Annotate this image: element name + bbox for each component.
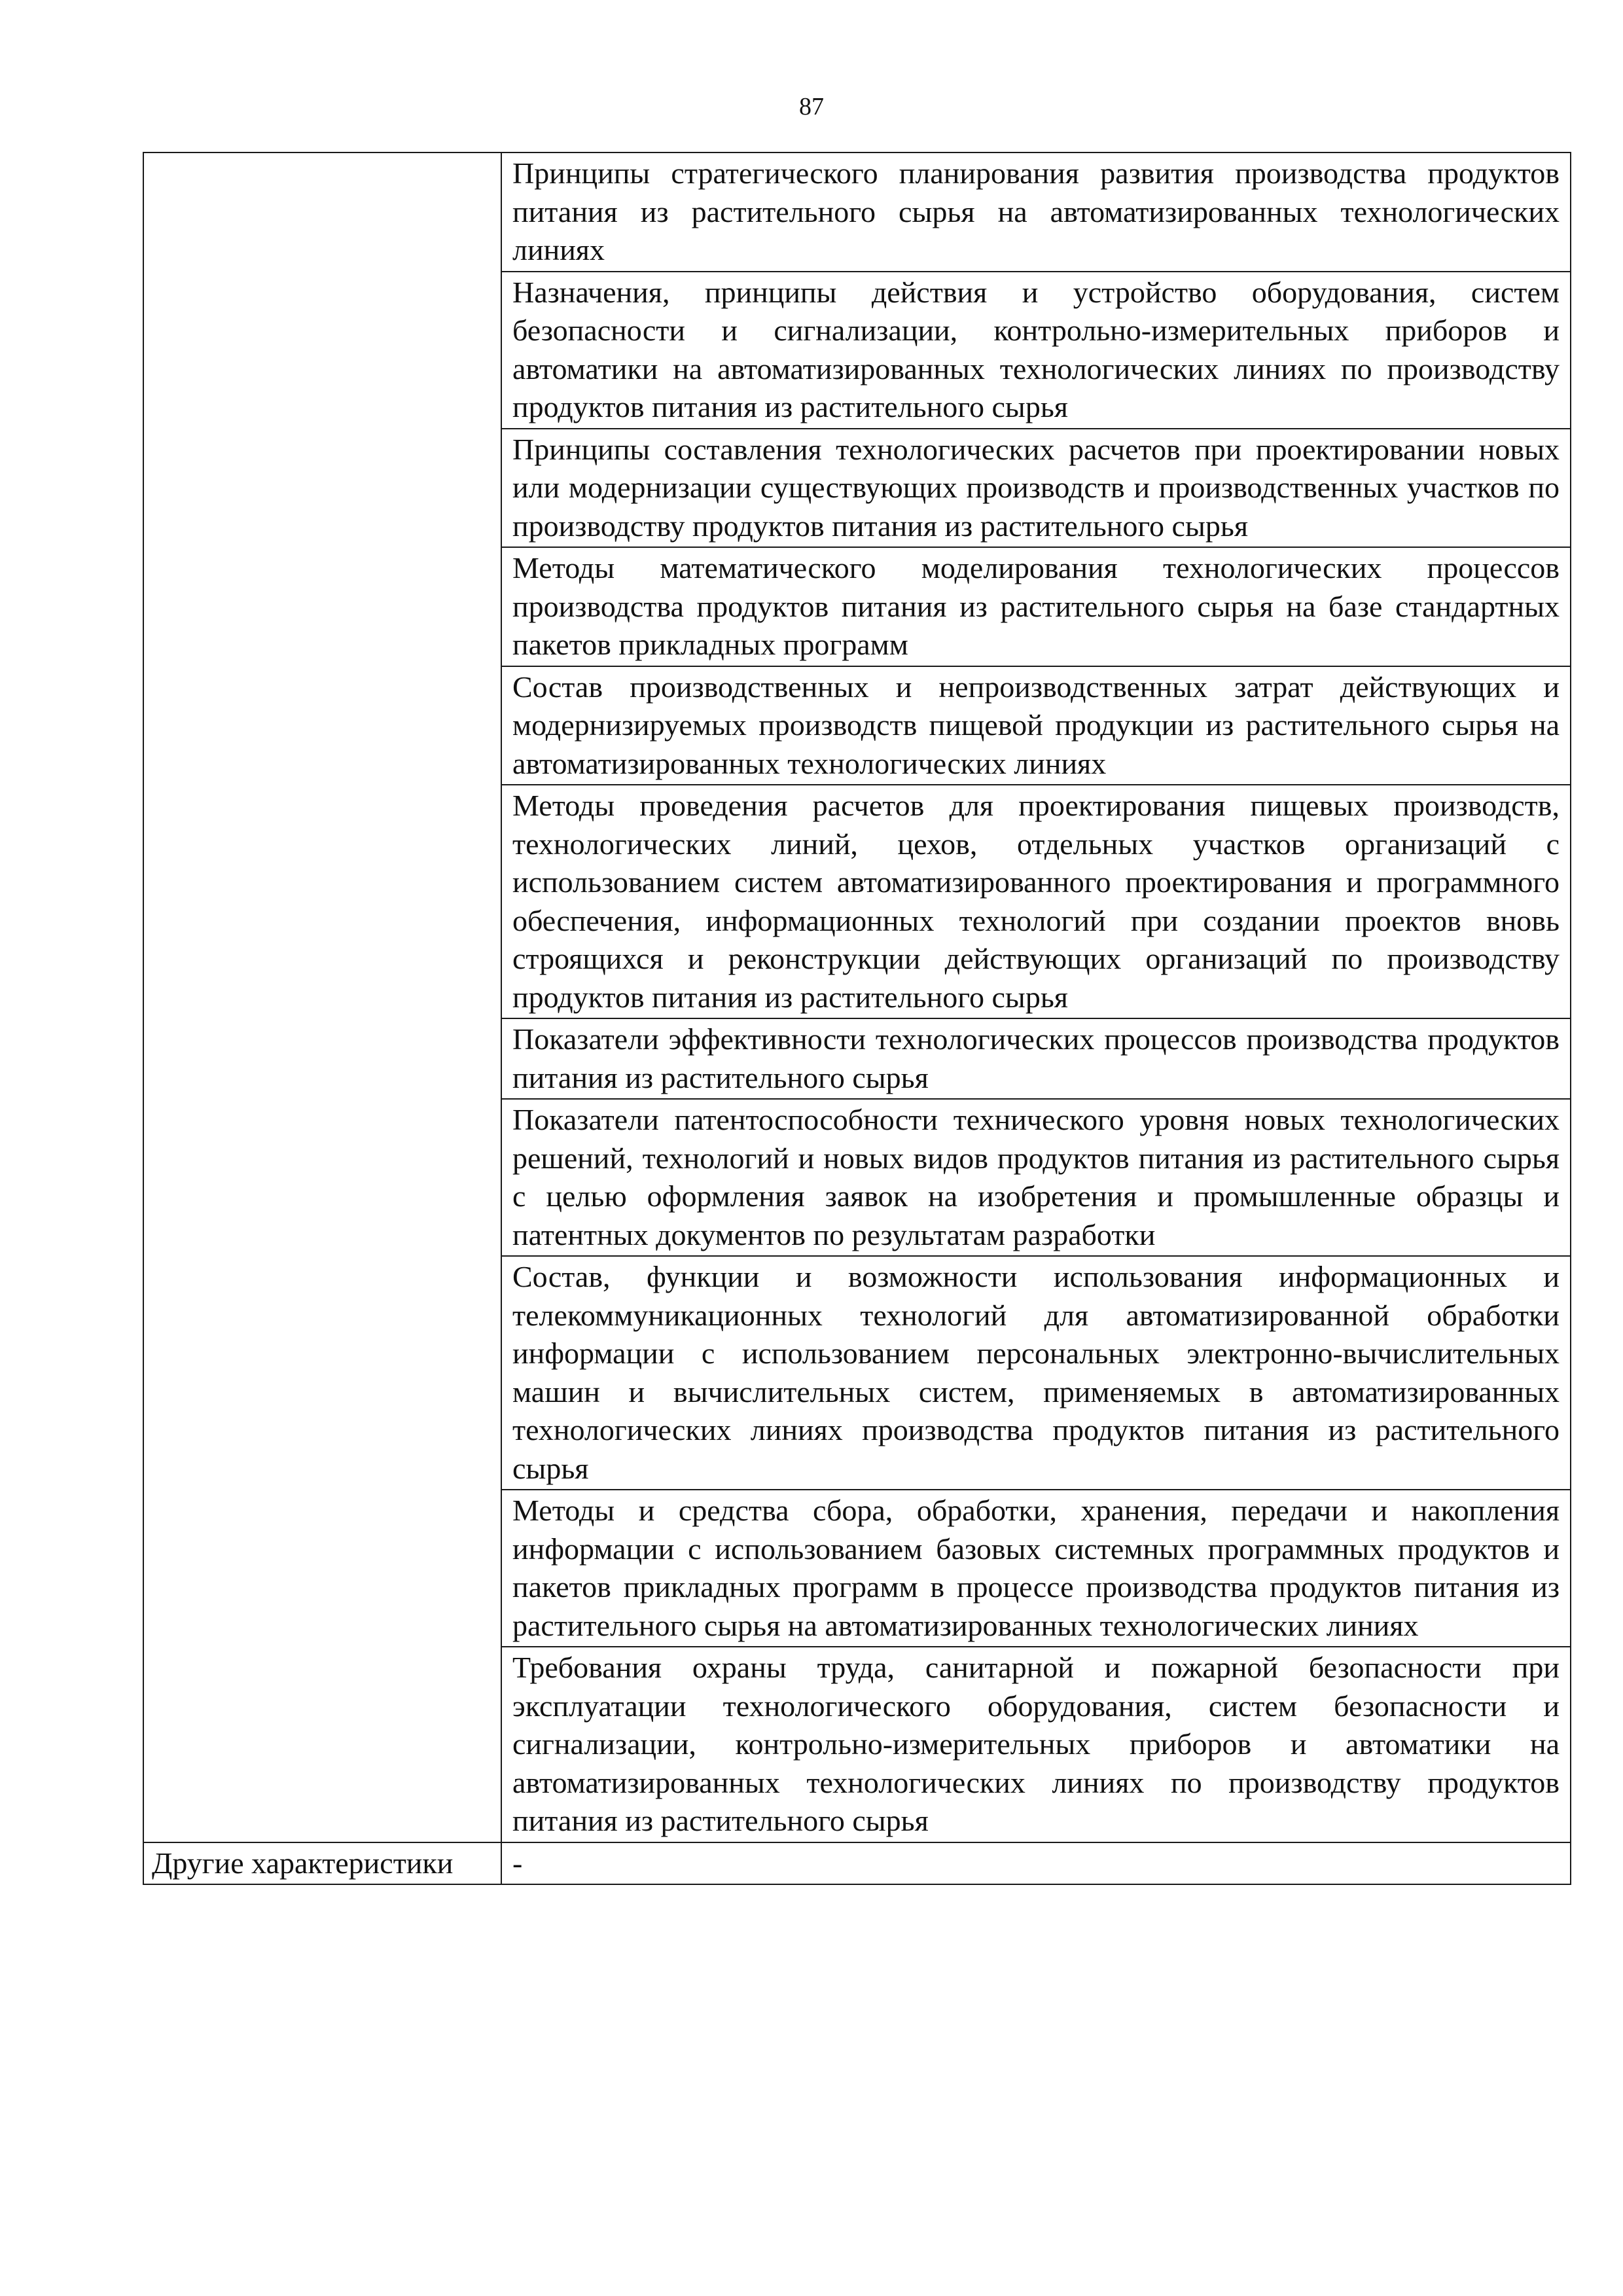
knowledge-item: Методы математического моделирования технологических процессов производства продуктов питания из растительного сырья на базе стандартных пакетов прикладных программ bbox=[501, 547, 1571, 666]
knowledge-item: Принципы стратегического планирования развития производства продуктов питания из растительного сырья на автоматизированных технологических линиях bbox=[501, 152, 1571, 272]
other-characteristics-row bbox=[143, 1842, 1571, 1885]
other-characteristics-label: Другие характеристики bbox=[143, 1842, 501, 1885]
section-label-cell bbox=[143, 152, 501, 1842]
other-characteristics-value: - bbox=[501, 1842, 1571, 1885]
page-number: 87 bbox=[799, 93, 824, 120]
knowledge-item: Принципы составления технологических расчетов при проектировании новых или модернизации существующих производств и производственных участков по производству продуктов питания из растительного сырья bbox=[501, 429, 1571, 548]
knowledge-item: Показатели эффективности технологических процессов производства продуктов питания из растительного сырья bbox=[501, 1018, 1571, 1099]
knowledge-item: Показатели патентоспособности технического уровня новых технологических решений, технологий и новых видов продуктов питания из растительного сырья с целью оформления заявок на изобретения и промышленные образцы и патентных документов по результатам разработки bbox=[501, 1099, 1571, 1256]
requirements-table bbox=[143, 152, 1571, 1885]
knowledge-item: Требования охраны труда, санитарной и пожарной безопасности при эксплуатации технологического оборудования, систем безопасности и сигнализации, контрольно-измерительных приборов и автоматики на автоматизированных технологических линиях по производству продуктов питания из растительного сырья bbox=[501, 1647, 1571, 1842]
knowledge-item: Назначения, принципы действия и устройство оборудования, систем безопасности и сигнализации, контрольно-измерительных приборов и автоматики на автоматизированных технологических линиях по производству продуктов питания из растительного сырья bbox=[501, 272, 1571, 429]
table-row bbox=[143, 152, 1571, 272]
knowledge-item: Состав производственных и непроизводственных затрат действующих и модернизируемых производств пищевой продукции из растительного сырья на автоматизированных технологических линиях bbox=[501, 666, 1571, 785]
knowledge-item: Состав, функции и возможности использования информационных и телекоммуникационных технологий для автоматизированной обработки информации с использованием персональных электронно-вычислительных машин и вычислительных систем, применяемых в автоматизированных технологических линиях производства продуктов питания из растительного сырья bbox=[501, 1256, 1571, 1490]
knowledge-item: Методы и средства сбора, обработки, хранения, передачи и накопления информации с использованием базовых системных программных продуктов и пакетов прикладных программ в процессе производства продуктов питания из растительного сырья на автоматизированных технологических линиях bbox=[501, 1490, 1571, 1647]
knowledge-item: Методы проведения расчетов для проектирования пищевых производств, технологических линий, цехов, отдельных участков организаций с использованием систем автоматизированного проектирования и программного обеспечения, информационных технологий при создании проектов вновь строящихся и реконструкции действующих организаций по производству продуктов питания из растительного сырья bbox=[501, 785, 1571, 1018]
